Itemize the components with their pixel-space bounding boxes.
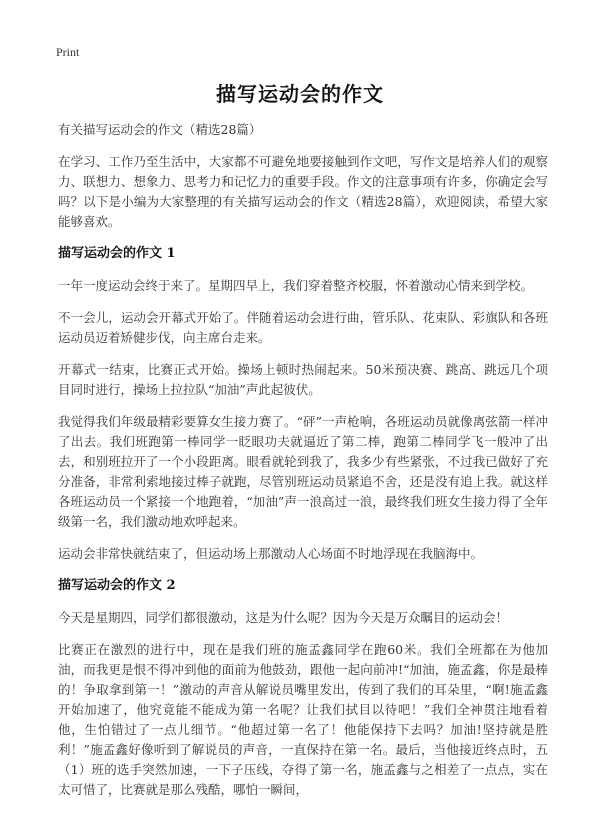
intro-paragraph: 在学习、工作乃至生活中，大家都不可避免地要接触到作文吧，写作文是培养人们的观察力、联想力、想象力、思考力和记忆力的重要手段。作文的注意事项有许多，你确定会写吗？以下是小编为大家整理的有关描写运动会的作文（精选28篇），欢迎阅读，希望大家能够喜欢。	[58, 154, 548, 229]
paragraph: 开幕式一结束，比赛正式开始。操场上顿时热闹起来。50米预决赛、跳高、跳远几个项目同时进行，操场上拉拉队“加油”声此起彼伏。	[58, 362, 548, 397]
paragraph: 今天是星期四，同学们都很激动，这是为什么呢？因为今天是万众瞩目的运动会！	[58, 610, 509, 625]
paragraph: 不一会儿，运动会开幕式开始了。伴随着运动会进行曲，管乐队、花束队、彩旗队和各班运动员迈着矫健步伐，向主席台走来。	[58, 310, 548, 345]
subtitle: 有关描写运动会的作文（精选28篇）	[58, 122, 262, 137]
section-1	[58, 244, 548, 564]
paragraph: 我觉得我们年级最精彩要算女生接力赛了。“砰”一声枪响，各班运动员就像离弦箭一样冲了出去。我们班跑第一棒同学一眨眼功夫就逼近了第二棒，跑第二棒同学飞一般冲了出去，和别班拉开了一个小段距离。眼看就轮到我了，我多少有些紧张，不过我已做好了充分准备，非常利索地接过棒子就跑，尽管别班运动员紧追不舍，还是没有追上我。就这样各班运动员一个紧接一个地跑着，“加油”声一浪高过一浪，最终我们班女生接力得了全年级第一名，我们激动地欢呼起来。	[58, 414, 548, 529]
paragraph: 运动会非常快就结束了，但运动场上那激动人心场面不时地浮现在我脑海中。	[58, 546, 484, 561]
paragraph: 一年一度运动会终于来了。星期四早上，我们穿着整齐校服，怀着激动心情来到学校。	[58, 278, 534, 293]
section-2	[58, 576, 548, 800]
section-heading: 描写运动会的作文 2	[58, 578, 176, 593]
page-title: 描写运动会的作文	[216, 82, 384, 106]
print-link[interactable]: Print	[56, 45, 80, 59]
paragraph: 比赛正在激烈的进行中，现在是我们班的施孟鑫同学在跑60米。我们全班都在为他加油，而我更是恨不得冲到他的面前为他鼓劲，跟他一起向前冲!“加油，施孟鑫，你是最棒的！争取拿到第一！”激动的声音从解说员嘴里发出，传到了我们的耳朵里，“啊!施孟鑫开始加速了，他究竟能不能成为第一名呢？让我们拭目以待吧！”我们全神贯注地看着他，生怕错过了一点儿细节。“他超过第一名了！他能保持下去吗？加油!坚持就是胜利！”施孟鑫好像听到了解说员的声音，一直保持在第一名。最后，当他接近终点时，五（1）班的选手突然加速，一下子压线，夺得了第一名，施孟鑫与之相差了一点点，实在太可惜了，比赛就是那么残酷，哪怕一瞬间，	[58, 642, 548, 797]
section-heading: 描写运动会的作文 1	[58, 246, 176, 261]
article-body	[58, 120, 548, 812]
